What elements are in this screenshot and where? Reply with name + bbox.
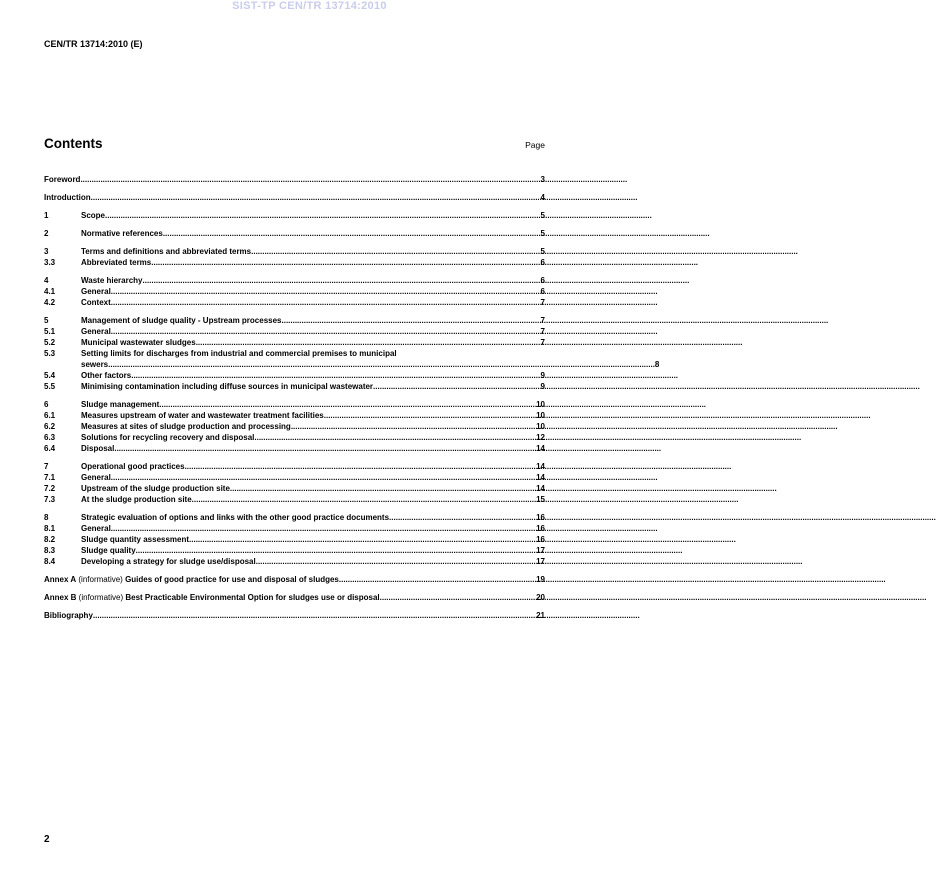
toc-entry-5-2[interactable] <box>44 337 545 348</box>
toc-entry-4-1[interactable] <box>44 286 545 297</box>
toc-page: 3 <box>540 175 545 184</box>
dot-leader <box>111 297 541 308</box>
toc-number: 6.2 <box>44 422 56 431</box>
toc-number: 8 <box>44 513 49 522</box>
annex-type: (informative) <box>76 593 126 602</box>
toc-page: 7 <box>540 298 545 307</box>
toc-entry-8[interactable] <box>44 512 545 523</box>
toc-title: Bibliography <box>44 611 93 620</box>
table-of-contents <box>44 174 660 621</box>
toc-page: 14 <box>536 484 545 493</box>
toc-title: General <box>81 287 111 296</box>
toc-entry-1[interactable] <box>44 210 545 221</box>
toc-number: 5 <box>44 316 49 325</box>
toc-entry-3-3[interactable] <box>44 257 545 268</box>
toc-page: 10 <box>536 400 545 409</box>
dot-leader <box>80 174 540 185</box>
dot-leader <box>291 421 536 432</box>
toc-entry-bibliography[interactable] <box>44 610 545 621</box>
annex-type: (informative) <box>76 575 126 584</box>
toc-number: 7 <box>44 462 49 471</box>
toc-entry-5-4[interactable] <box>44 370 545 381</box>
toc-page: 7 <box>540 327 545 336</box>
toc-title: Other factors <box>81 371 132 380</box>
toc-page: 7 <box>540 338 545 347</box>
annex-label: Annex B <box>44 593 77 602</box>
toc-page: 7 <box>540 316 545 325</box>
toc-page: 15 <box>536 495 545 504</box>
toc-number: 4 <box>44 276 49 285</box>
contents-heading: Contents <box>44 136 103 151</box>
toc-page: 17 <box>536 546 545 555</box>
page-column-label: Page <box>525 140 545 150</box>
toc-number: 6 <box>44 400 49 409</box>
toc-entry-6-4[interactable] <box>44 443 545 454</box>
dot-leader <box>380 592 536 603</box>
toc-entry-3[interactable] <box>44 246 545 257</box>
toc-page: 16 <box>536 535 545 544</box>
toc-number: 8.4 <box>44 557 56 566</box>
dot-leader <box>189 534 536 545</box>
dot-leader <box>373 381 541 392</box>
dot-leader <box>111 286 541 297</box>
toc-title: General <box>81 524 111 533</box>
toc-number: 5.2 <box>44 338 56 347</box>
toc-entry-8-1[interactable] <box>44 523 545 534</box>
toc-page: 4 <box>540 193 545 202</box>
toc-entry-body <box>81 348 659 370</box>
toc-title: Operational good practices <box>81 462 185 471</box>
toc-number: 6.4 <box>44 444 56 453</box>
toc-title: Sludge management <box>81 400 160 409</box>
toc-entry-4[interactable] <box>44 275 545 286</box>
toc-number: 8.2 <box>44 535 56 544</box>
toc-page: 14 <box>536 462 545 471</box>
dot-leader <box>163 228 541 239</box>
toc-entry-8-4[interactable] <box>44 556 545 567</box>
dot-leader <box>131 370 540 381</box>
dot-leader <box>339 574 536 585</box>
toc-page: 6 <box>540 258 545 267</box>
watermark: SIST-TP CEN/TR 13714:2010 <box>232 0 387 12</box>
toc-number: 5.5 <box>44 382 56 391</box>
toc-number: 7.2 <box>44 484 56 493</box>
dot-leader <box>114 443 536 454</box>
toc-title: Normative references <box>81 229 163 238</box>
toc-page: 14 <box>536 473 545 482</box>
dot-leader <box>251 246 540 257</box>
toc-entry-4-2[interactable] <box>44 297 545 308</box>
toc-number: 6.1 <box>44 411 56 420</box>
toc-title: At the sludge production site <box>81 495 192 504</box>
toc-page: 10 <box>536 411 545 420</box>
page-number: 2 <box>44 834 50 845</box>
toc-title: General <box>81 327 111 336</box>
toc-page: 9 <box>540 371 545 380</box>
dot-leader <box>254 432 536 443</box>
toc-page: 20 <box>536 593 545 602</box>
toc-title: Management of sludge quality - Upstream processes <box>81 316 282 325</box>
toc-entry-6-1[interactable] <box>44 410 545 421</box>
toc-entry-6-3[interactable] <box>44 432 545 443</box>
document-id: CEN/TR 13714:2010 (E) <box>44 39 143 49</box>
toc-entry-annex-a[interactable] <box>44 574 545 585</box>
toc-title <box>44 574 339 585</box>
toc-title: Sludge quantity assessment <box>81 535 190 544</box>
toc-entry-5-3[interactable] <box>44 348 660 370</box>
toc-entry-5-1[interactable] <box>44 326 545 337</box>
toc-title-line-2 <box>81 359 659 370</box>
toc-title: Municipal wastewater sludges <box>81 338 196 347</box>
toc-page: 5 <box>540 229 545 238</box>
toc-title: Introduction <box>44 193 91 202</box>
toc-title: Upstream of the sludge production site <box>81 484 230 493</box>
toc-title: Abbreviated terms <box>81 258 152 267</box>
toc-title: Measures upstream of water and wastewater treatment facilities <box>81 411 324 420</box>
toc-entry-8-3[interactable] <box>44 545 545 556</box>
toc-page: 5 <box>540 211 545 220</box>
toc-number: 5.4 <box>44 371 56 380</box>
toc-number: 5.1 <box>44 327 56 336</box>
toc-page: 16 <box>536 524 545 533</box>
toc-entry-introduction[interactable] <box>44 192 545 203</box>
toc-page: 10 <box>536 422 545 431</box>
dot-leader <box>93 610 536 621</box>
dot-leader <box>282 315 541 326</box>
toc-page: 6 <box>540 287 545 296</box>
toc-number: 1 <box>44 211 49 220</box>
toc-number: 5.3 <box>44 349 56 358</box>
dot-leader <box>108 359 655 370</box>
dot-leader <box>389 512 536 523</box>
toc-entry-2[interactable] <box>44 228 545 239</box>
toc-title <box>44 592 380 603</box>
toc-entry-7-2[interactable] <box>44 483 545 494</box>
toc-number: 4.2 <box>44 298 56 307</box>
dot-leader <box>192 494 536 505</box>
annex-title: Best Practicable Environmental Option for sludges use or disposal <box>125 593 380 602</box>
toc-number: 4.1 <box>44 287 56 296</box>
dot-leader <box>105 210 541 221</box>
toc-page: 8 <box>654 360 660 369</box>
toc-page: 17 <box>536 557 545 566</box>
toc-title: Context <box>81 298 111 307</box>
toc-number: 3 <box>44 247 49 256</box>
toc-title: Minimising contamination including diffuse sources in municipal wastewater <box>81 382 374 391</box>
toc-entry-6[interactable] <box>44 399 545 410</box>
dot-leader <box>91 192 541 203</box>
toc-title: Foreword <box>44 175 81 184</box>
toc-page: 16 <box>536 513 545 522</box>
dot-leader <box>136 545 536 556</box>
toc-entry-7-3[interactable] <box>44 494 545 505</box>
toc-title: Solutions for recycling recovery and disposal <box>81 433 255 442</box>
dot-leader <box>196 337 541 348</box>
toc-title: Strategic evaluation of options and links with the other good practice documents <box>81 513 390 522</box>
toc-entry-7-1[interactable] <box>44 472 545 483</box>
dot-leader <box>151 257 540 268</box>
toc-entry-5-5[interactable] <box>44 381 545 392</box>
toc-page: 6 <box>540 276 545 285</box>
annex-title: Guides of good practice for use and disposal of sludges <box>125 575 339 584</box>
toc-entry-7[interactable] <box>44 461 545 472</box>
toc-title: Scope <box>81 211 106 220</box>
toc-entry-6-2[interactable] <box>44 421 545 432</box>
toc-title: General <box>81 473 111 482</box>
toc-entry-8-2[interactable] <box>44 534 545 545</box>
toc-title: Developing a strategy for sludge use/disposal <box>81 557 256 566</box>
toc-page: 9 <box>540 382 545 391</box>
toc-entry-5[interactable] <box>44 315 545 326</box>
toc-title: sewers <box>81 360 109 369</box>
toc-title: Waste hierarchy <box>81 276 143 285</box>
dot-leader <box>324 410 536 421</box>
dot-leader <box>111 472 536 483</box>
toc-title-line-1: Setting limits for discharges from industrial and commercial premises to municipal <box>81 349 397 358</box>
toc-entry-annex-b[interactable] <box>44 592 545 603</box>
toc-page: 12 <box>536 433 545 442</box>
toc-page: 21 <box>536 611 545 620</box>
toc-number: 7.3 <box>44 495 56 504</box>
toc-number: 8.1 <box>44 524 56 533</box>
toc-page: 19 <box>536 575 545 584</box>
toc-number: 8.3 <box>44 546 56 555</box>
toc-number: 6.3 <box>44 433 56 442</box>
toc-number: 7.1 <box>44 473 56 482</box>
dot-leader <box>111 523 536 534</box>
toc-page: 14 <box>536 444 545 453</box>
dot-leader <box>111 326 541 337</box>
toc-title: Disposal <box>81 444 115 453</box>
dot-leader <box>230 483 536 494</box>
toc-page: 5 <box>540 247 545 256</box>
toc-number: 3.3 <box>44 258 56 267</box>
toc-entry-foreword[interactable] <box>44 174 545 185</box>
dot-leader <box>256 556 536 567</box>
toc-title: Terms and definitions and abbreviated terms <box>81 247 252 256</box>
dot-leader <box>143 275 541 286</box>
toc-number: 2 <box>44 229 49 238</box>
dot-leader <box>159 399 536 410</box>
annex-label: Annex A <box>44 575 77 584</box>
dot-leader <box>185 461 537 472</box>
toc-title: Sludge quality <box>81 546 136 555</box>
toc-title: Measures at sites of sludge production and processing <box>81 422 291 431</box>
